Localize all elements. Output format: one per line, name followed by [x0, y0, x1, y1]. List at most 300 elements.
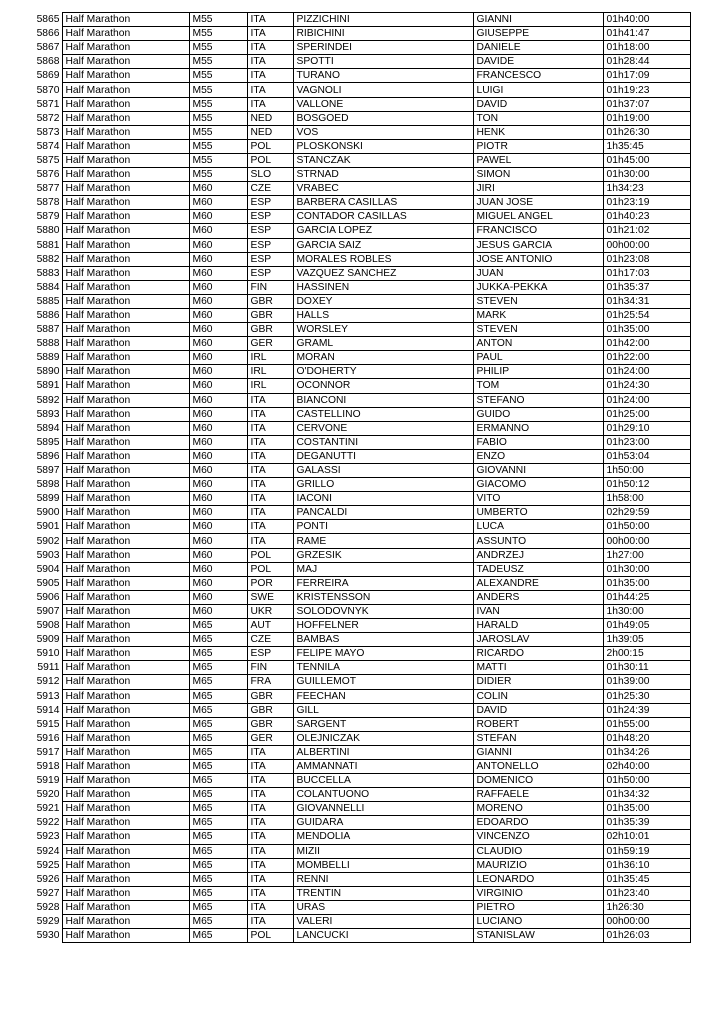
country-code-cell: ITA — [247, 27, 293, 41]
race-name-cell: Half Marathon — [62, 675, 189, 689]
finish-time-cell: 01h21:02 — [603, 224, 690, 238]
race-name-cell: Half Marathon — [62, 915, 189, 929]
finish-time-cell: 01h35:00 — [603, 576, 690, 590]
row-number-cell: 5909 — [24, 633, 62, 647]
last-name-cell: VALERI — [293, 915, 473, 929]
country-code-cell: ITA — [247, 55, 293, 69]
last-name-cell: MOMBELLI — [293, 858, 473, 872]
row-number-cell: 5918 — [24, 759, 62, 773]
age-category-cell: M55 — [189, 69, 247, 83]
race-name-cell: Half Marathon — [62, 929, 189, 943]
age-category-cell: M60 — [189, 337, 247, 351]
race-name-cell: Half Marathon — [62, 774, 189, 788]
age-category-cell: M60 — [189, 308, 247, 322]
age-category-cell: M65 — [189, 830, 247, 844]
row-number-cell: 5893 — [24, 407, 62, 421]
country-code-cell: UKR — [247, 604, 293, 618]
first-name-cell: UMBERTO — [473, 506, 603, 520]
country-code-cell: GBR — [247, 294, 293, 308]
age-category-cell: M55 — [189, 83, 247, 97]
last-name-cell: RENNI — [293, 872, 473, 886]
country-code-cell: ITA — [247, 788, 293, 802]
last-name-cell: GALASSI — [293, 464, 473, 478]
first-name-cell: PAUL — [473, 351, 603, 365]
age-category-cell: M65 — [189, 759, 247, 773]
last-name-cell: GRAML — [293, 337, 473, 351]
race-name-cell: Half Marathon — [62, 393, 189, 407]
row-number-cell: 5865 — [24, 13, 62, 27]
first-name-cell: JUAN JOSE — [473, 196, 603, 210]
race-name-cell: Half Marathon — [62, 365, 189, 379]
row-number-cell: 5891 — [24, 379, 62, 393]
finish-time-cell: 1h30:00 — [603, 604, 690, 618]
row-number-cell: 5901 — [24, 520, 62, 534]
race-name-cell: Half Marathon — [62, 280, 189, 294]
race-name-cell: Half Marathon — [62, 337, 189, 351]
first-name-cell: VINCENZO — [473, 830, 603, 844]
age-category-cell: M65 — [189, 886, 247, 900]
finish-time-cell: 01h23:19 — [603, 196, 690, 210]
last-name-cell: FEECHAN — [293, 689, 473, 703]
table-row — [24, 900, 690, 914]
race-name-cell: Half Marathon — [62, 153, 189, 167]
country-code-cell: IRL — [247, 351, 293, 365]
age-category-cell: M65 — [189, 745, 247, 759]
age-category-cell: M60 — [189, 393, 247, 407]
age-category-cell: M65 — [189, 619, 247, 633]
row-number-cell: 5888 — [24, 337, 62, 351]
row-number-cell: 5902 — [24, 534, 62, 548]
first-name-cell: RICARDO — [473, 647, 603, 661]
last-name-cell: HOFFELNER — [293, 619, 473, 633]
age-category-cell: M60 — [189, 492, 247, 506]
row-number-cell: 5866 — [24, 27, 62, 41]
country-code-cell: ITA — [247, 478, 293, 492]
row-number-cell: 5876 — [24, 168, 62, 182]
row-number-cell: 5884 — [24, 280, 62, 294]
race-name-cell: Half Marathon — [62, 125, 189, 139]
finish-time-cell: 01h44:25 — [603, 590, 690, 604]
race-name-cell: Half Marathon — [62, 379, 189, 393]
race-name-cell: Half Marathon — [62, 534, 189, 548]
country-code-cell: ESP — [247, 266, 293, 280]
age-category-cell: M65 — [189, 929, 247, 943]
age-category-cell: M65 — [189, 872, 247, 886]
row-number-cell: 5868 — [24, 55, 62, 69]
finish-time-cell: 01h49:05 — [603, 619, 690, 633]
age-category-cell: M65 — [189, 703, 247, 717]
country-code-cell: SWE — [247, 590, 293, 604]
country-code-cell: ITA — [247, 872, 293, 886]
first-name-cell: ASSUNTO — [473, 534, 603, 548]
country-code-cell: ITA — [247, 464, 293, 478]
last-name-cell: SOLODOVNYK — [293, 604, 473, 618]
finish-time-cell: 01h53:04 — [603, 449, 690, 463]
table-row — [24, 280, 690, 294]
row-number-cell: 5908 — [24, 619, 62, 633]
country-code-cell: FRA — [247, 675, 293, 689]
last-name-cell: IACONI — [293, 492, 473, 506]
country-code-cell: POL — [247, 562, 293, 576]
first-name-cell: FABIO — [473, 435, 603, 449]
country-code-cell: ITA — [247, 97, 293, 111]
race-name-cell: Half Marathon — [62, 759, 189, 773]
table-row — [24, 844, 690, 858]
table-row — [24, 788, 690, 802]
age-category-cell: M55 — [189, 41, 247, 55]
race-name-cell: Half Marathon — [62, 449, 189, 463]
finish-time-cell: 01h42:00 — [603, 337, 690, 351]
first-name-cell: PIETRO — [473, 900, 603, 914]
race-name-cell: Half Marathon — [62, 788, 189, 802]
row-number-cell: 5886 — [24, 308, 62, 322]
finish-time-cell: 01h26:03 — [603, 929, 690, 943]
table-row — [24, 153, 690, 167]
row-number-cell: 5872 — [24, 111, 62, 125]
row-number-cell: 5929 — [24, 915, 62, 929]
country-code-cell: ITA — [247, 41, 293, 55]
finish-time-cell: 1h34:23 — [603, 182, 690, 196]
first-name-cell: PIOTR — [473, 139, 603, 153]
race-name-cell: Half Marathon — [62, 633, 189, 647]
first-name-cell: GIACOMO — [473, 478, 603, 492]
age-category-cell: M65 — [189, 915, 247, 929]
race-name-cell: Half Marathon — [62, 407, 189, 421]
age-category-cell: M65 — [189, 802, 247, 816]
country-code-cell: ITA — [247, 858, 293, 872]
race-name-cell: Half Marathon — [62, 252, 189, 266]
finish-time-cell: 2h00:15 — [603, 647, 690, 661]
row-number-cell: 5894 — [24, 421, 62, 435]
first-name-cell: MAURIZIO — [473, 858, 603, 872]
age-category-cell: M60 — [189, 435, 247, 449]
finish-time-cell: 1h26:30 — [603, 900, 690, 914]
country-code-cell: AUT — [247, 619, 293, 633]
results-table — [24, 12, 691, 943]
row-number-cell: 5897 — [24, 464, 62, 478]
finish-time-cell: 01h30:11 — [603, 661, 690, 675]
finish-time-cell: 01h24:30 — [603, 379, 690, 393]
table-row — [24, 224, 690, 238]
country-code-cell: IRL — [247, 365, 293, 379]
country-code-cell: CZE — [247, 182, 293, 196]
row-number-cell: 5883 — [24, 266, 62, 280]
finish-time-cell: 01h40:00 — [603, 13, 690, 27]
age-category-cell: M65 — [189, 661, 247, 675]
table-row — [24, 69, 690, 83]
last-name-cell: PLOSKONSKI — [293, 139, 473, 153]
row-number-cell: 5890 — [24, 365, 62, 379]
last-name-cell: GRILLO — [293, 478, 473, 492]
first-name-cell: JESUS GARCIA — [473, 238, 603, 252]
first-name-cell: DIDIER — [473, 675, 603, 689]
race-name-cell: Half Marathon — [62, 323, 189, 337]
last-name-cell: URAS — [293, 900, 473, 914]
last-name-cell: MORAN — [293, 351, 473, 365]
race-name-cell: Half Marathon — [62, 900, 189, 914]
last-name-cell: STANCZAK — [293, 153, 473, 167]
table-row — [24, 139, 690, 153]
age-category-cell: M60 — [189, 590, 247, 604]
table-row — [24, 562, 690, 576]
first-name-cell: SIMON — [473, 168, 603, 182]
country-code-cell: ITA — [247, 69, 293, 83]
row-number-cell: 5875 — [24, 153, 62, 167]
row-number-cell: 5911 — [24, 661, 62, 675]
age-category-cell: M60 — [189, 421, 247, 435]
country-code-cell: ITA — [247, 83, 293, 97]
race-name-cell: Half Marathon — [62, 548, 189, 562]
row-number-cell: 5898 — [24, 478, 62, 492]
first-name-cell: JOSE ANTONIO — [473, 252, 603, 266]
first-name-cell: IVAN — [473, 604, 603, 618]
race-name-cell: Half Marathon — [62, 745, 189, 759]
last-name-cell: COLANTUONO — [293, 788, 473, 802]
race-name-cell: Half Marathon — [62, 13, 189, 27]
row-number-cell: 5921 — [24, 802, 62, 816]
last-name-cell: BOSGOED — [293, 111, 473, 125]
first-name-cell: HARALD — [473, 619, 603, 633]
table-row — [24, 929, 690, 943]
age-category-cell: M65 — [189, 731, 247, 745]
age-category-cell: M60 — [189, 520, 247, 534]
age-category-cell: M60 — [189, 266, 247, 280]
first-name-cell: DAVIDE — [473, 55, 603, 69]
table-row — [24, 858, 690, 872]
first-name-cell: STEVEN — [473, 323, 603, 337]
first-name-cell: GIUSEPPE — [473, 27, 603, 41]
age-category-cell: M60 — [189, 478, 247, 492]
last-name-cell: MENDOLIA — [293, 830, 473, 844]
row-number-cell: 5930 — [24, 929, 62, 943]
row-number-cell: 5874 — [24, 139, 62, 153]
race-name-cell: Half Marathon — [62, 182, 189, 196]
first-name-cell: ALEXANDRE — [473, 576, 603, 590]
first-name-cell: RAFFAELE — [473, 788, 603, 802]
country-code-cell: ESP — [247, 252, 293, 266]
age-category-cell: M60 — [189, 294, 247, 308]
table-row — [24, 55, 690, 69]
country-code-cell: ESP — [247, 647, 293, 661]
last-name-cell: HASSINEN — [293, 280, 473, 294]
finish-time-cell: 01h34:32 — [603, 788, 690, 802]
last-name-cell: GUILLEMOT — [293, 675, 473, 689]
finish-time-cell: 01h19:00 — [603, 111, 690, 125]
last-name-cell: GARCIA SAIZ — [293, 238, 473, 252]
row-number-cell: 5914 — [24, 703, 62, 717]
age-category-cell: M60 — [189, 548, 247, 562]
country-code-cell: GBR — [247, 308, 293, 322]
country-code-cell: ITA — [247, 492, 293, 506]
first-name-cell: LUIGI — [473, 83, 603, 97]
table-row — [24, 604, 690, 618]
race-name-cell: Half Marathon — [62, 703, 189, 717]
first-name-cell: STEFANO — [473, 393, 603, 407]
age-category-cell: M60 — [189, 182, 247, 196]
first-name-cell: GIANNI — [473, 13, 603, 27]
race-name-cell: Half Marathon — [62, 464, 189, 478]
race-name-cell: Half Marathon — [62, 816, 189, 830]
first-name-cell: MARK — [473, 308, 603, 322]
finish-time-cell: 00h00:00 — [603, 238, 690, 252]
row-number-cell: 5907 — [24, 604, 62, 618]
race-name-cell: Half Marathon — [62, 351, 189, 365]
age-category-cell: M55 — [189, 153, 247, 167]
finish-time-cell: 01h23:40 — [603, 886, 690, 900]
race-name-cell: Half Marathon — [62, 886, 189, 900]
race-name-cell: Half Marathon — [62, 83, 189, 97]
last-name-cell: MAJ — [293, 562, 473, 576]
country-code-cell: GBR — [247, 323, 293, 337]
country-code-cell: ITA — [247, 449, 293, 463]
row-number-cell: 5922 — [24, 816, 62, 830]
first-name-cell: ANDRZEJ — [473, 548, 603, 562]
last-name-cell: BIANCONI — [293, 393, 473, 407]
age-category-cell: M55 — [189, 97, 247, 111]
table-row — [24, 351, 690, 365]
finish-time-cell: 01h55:00 — [603, 717, 690, 731]
first-name-cell: GIANNI — [473, 745, 603, 759]
country-code-cell: FIN — [247, 661, 293, 675]
table-row — [24, 13, 690, 27]
first-name-cell: MATTI — [473, 661, 603, 675]
first-name-cell: DANIELE — [473, 41, 603, 55]
finish-time-cell: 01h50:00 — [603, 774, 690, 788]
first-name-cell: ROBERT — [473, 717, 603, 731]
finish-time-cell: 00h00:00 — [603, 534, 690, 548]
country-code-cell: NED — [247, 125, 293, 139]
table-row — [24, 238, 690, 252]
race-name-cell: Half Marathon — [62, 196, 189, 210]
country-code-cell: GBR — [247, 717, 293, 731]
finish-time-cell: 01h48:20 — [603, 731, 690, 745]
row-number-cell: 5927 — [24, 886, 62, 900]
row-number-cell: 5923 — [24, 830, 62, 844]
first-name-cell: MORENO — [473, 802, 603, 816]
last-name-cell: VRABEC — [293, 182, 473, 196]
race-name-cell: Half Marathon — [62, 844, 189, 858]
age-category-cell: M60 — [189, 280, 247, 294]
country-code-cell: ITA — [247, 520, 293, 534]
row-number-cell: 5913 — [24, 689, 62, 703]
table-row — [24, 252, 690, 266]
race-name-cell: Half Marathon — [62, 717, 189, 731]
age-category-cell: M55 — [189, 168, 247, 182]
row-number-cell: 5900 — [24, 506, 62, 520]
row-number-cell: 5920 — [24, 788, 62, 802]
row-number-cell: 5905 — [24, 576, 62, 590]
age-category-cell: M60 — [189, 252, 247, 266]
finish-time-cell: 01h26:30 — [603, 125, 690, 139]
table-row — [24, 774, 690, 788]
race-name-cell: Half Marathon — [62, 590, 189, 604]
race-name-cell: Half Marathon — [62, 562, 189, 576]
finish-time-cell: 01h17:03 — [603, 266, 690, 280]
row-number-cell: 5916 — [24, 731, 62, 745]
age-category-cell: M60 — [189, 407, 247, 421]
last-name-cell: AMMANNATI — [293, 759, 473, 773]
last-name-cell: GUIDARA — [293, 816, 473, 830]
row-number-cell: 5904 — [24, 562, 62, 576]
row-number-cell: 5873 — [24, 125, 62, 139]
country-code-cell: FIN — [247, 280, 293, 294]
country-code-cell: POL — [247, 929, 293, 943]
last-name-cell: RIBICHINI — [293, 27, 473, 41]
first-name-cell: STEFAN — [473, 731, 603, 745]
row-number-cell: 5896 — [24, 449, 62, 463]
race-name-cell: Half Marathon — [62, 802, 189, 816]
table-row — [24, 449, 690, 463]
first-name-cell: LEONARDO — [473, 872, 603, 886]
row-number-cell: 5925 — [24, 858, 62, 872]
last-name-cell: O'DOHERTY — [293, 365, 473, 379]
last-name-cell: TENNILA — [293, 661, 473, 675]
last-name-cell: BAMBAS — [293, 633, 473, 647]
country-code-cell: GER — [247, 337, 293, 351]
row-number-cell: 5895 — [24, 435, 62, 449]
finish-time-cell: 01h50:00 — [603, 520, 690, 534]
first-name-cell: ANDERS — [473, 590, 603, 604]
row-number-cell: 5889 — [24, 351, 62, 365]
last-name-cell: HALLS — [293, 308, 473, 322]
finish-time-cell: 1h58:00 — [603, 492, 690, 506]
last-name-cell: ALBERTINI — [293, 745, 473, 759]
table-row — [24, 675, 690, 689]
row-number-cell: 5899 — [24, 492, 62, 506]
row-number-cell: 5879 — [24, 210, 62, 224]
country-code-cell: ITA — [247, 900, 293, 914]
finish-time-cell: 01h29:10 — [603, 421, 690, 435]
row-number-cell: 5878 — [24, 196, 62, 210]
table-row — [24, 168, 690, 182]
finish-time-cell: 01h19:23 — [603, 83, 690, 97]
country-code-cell: ITA — [247, 534, 293, 548]
finish-time-cell: 01h35:00 — [603, 323, 690, 337]
first-name-cell: LUCIANO — [473, 915, 603, 929]
finish-time-cell: 01h25:00 — [603, 407, 690, 421]
age-category-cell: M55 — [189, 27, 247, 41]
table-row — [24, 27, 690, 41]
last-name-cell: FELIPE MAYO — [293, 647, 473, 661]
race-name-cell: Half Marathon — [62, 647, 189, 661]
table-row — [24, 323, 690, 337]
last-name-cell: CONTADOR CASILLAS — [293, 210, 473, 224]
finish-time-cell: 01h40:23 — [603, 210, 690, 224]
country-code-cell: NED — [247, 111, 293, 125]
last-name-cell: BARBERA CASILLAS — [293, 196, 473, 210]
finish-time-cell: 01h35:45 — [603, 872, 690, 886]
country-code-cell: GBR — [247, 689, 293, 703]
table-row — [24, 647, 690, 661]
first-name-cell: TADEUSZ — [473, 562, 603, 576]
finish-time-cell: 01h45:00 — [603, 153, 690, 167]
row-number-cell: 5906 — [24, 590, 62, 604]
country-code-cell: ITA — [247, 421, 293, 435]
age-category-cell: M60 — [189, 449, 247, 463]
country-code-cell: ITA — [247, 13, 293, 27]
race-name-cell: Half Marathon — [62, 111, 189, 125]
table-row — [24, 393, 690, 407]
row-number-cell: 5869 — [24, 69, 62, 83]
age-category-cell: M60 — [189, 196, 247, 210]
last-name-cell: VALLONE — [293, 97, 473, 111]
row-number-cell: 5915 — [24, 717, 62, 731]
table-row — [24, 661, 690, 675]
finish-time-cell: 01h25:30 — [603, 689, 690, 703]
last-name-cell: GRZESIK — [293, 548, 473, 562]
table-row — [24, 196, 690, 210]
country-code-cell: ITA — [247, 816, 293, 830]
